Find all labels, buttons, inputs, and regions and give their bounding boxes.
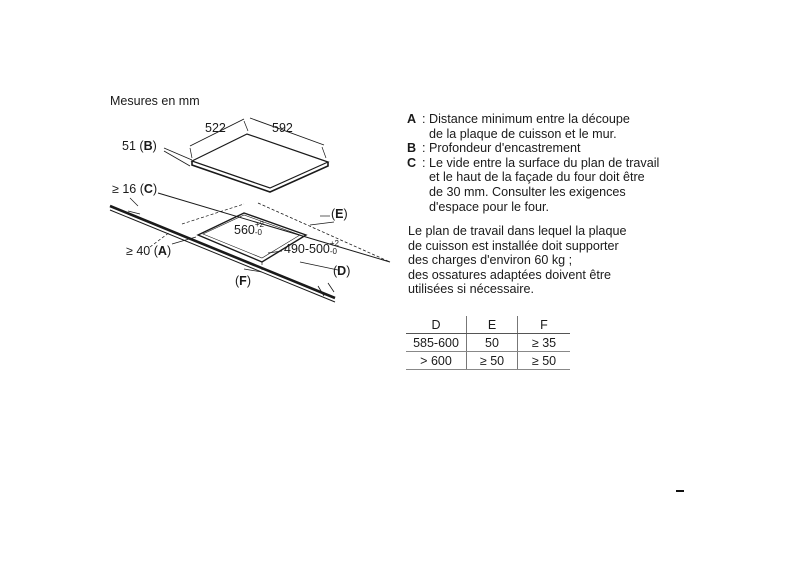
dim-522-label: 522 <box>205 121 226 135</box>
table-cell: > 600 <box>406 352 467 370</box>
legend-item-C: C : Le vide entre la surface du plan de travail et le haut de la façade du four doit être de 30 mm. Consulter les exigences d'espace pour le four. <box>407 156 707 214</box>
dim-40-value: ≥ 40 <box>126 244 151 258</box>
legend-key-A: A <box>407 112 417 126</box>
dim-560-label: 560+2 -0 <box>234 220 264 237</box>
letter-E-marker: E <box>335 207 344 221</box>
units-label: Mesures en mm <box>110 94 200 108</box>
page-marker <box>676 490 684 492</box>
dim-560-value: 560 <box>234 223 255 237</box>
dim-16-label: ≥ 16 (C) <box>112 182 158 196</box>
dim-490-500-value: 490-500 <box>284 242 330 256</box>
legend-key-B: B <box>407 141 417 156</box>
dim-16-value: ≥ 16 <box>112 182 137 196</box>
letter-B-marker: B <box>143 139 153 153</box>
dim-51-value: 51 <box>122 139 136 153</box>
table-cell: ≥ 50 <box>518 352 571 370</box>
dim-592-label: 592 <box>272 121 293 135</box>
letter-D-label: (D) <box>333 264 351 278</box>
table-header-F: F <box>518 316 571 334</box>
legend <box>407 112 707 214</box>
dim-51-label: 51 (B) <box>122 139 157 153</box>
legend-item-A: A : Distance minimum entre la découpe de la plaque de cuisson et le mur. <box>407 112 707 141</box>
legend-key-C: C <box>407 155 417 170</box>
table-header-row <box>406 316 570 334</box>
table-cell: ≥ 35 <box>518 334 571 352</box>
legend-text-A: Distance minimum entre la découpe de la plaque de cuisson et le mur. <box>429 112 630 141</box>
table-cell: 585-600 <box>406 334 467 352</box>
hob-drawing <box>164 118 328 192</box>
table-cell: ≥ 50 <box>467 352 518 370</box>
letter-F-label: (F) <box>235 274 251 288</box>
hob-top-face <box>192 134 328 188</box>
table-row <box>406 334 570 352</box>
letter-C-marker: C <box>143 182 153 196</box>
letter-F-marker: F <box>239 274 247 288</box>
worktop-load-note: Le plan de travail dans lequel la plaque de cuisson est installée doit supporter des charges d'environ 60 kg ; des ossatures adaptées doivent être utilisées si nécessaire. <box>408 224 627 297</box>
dim-40-label: ≥ 40 (A) <box>126 244 172 258</box>
letter-E-label: (E) <box>331 207 348 221</box>
legend-text-C: Le vide entre la surface du plan de travail et le haut de la façade du four doit être de 30 mm. Consulter les exigences d'espace pour le four. <box>429 155 660 214</box>
worktop-back-edge <box>158 193 390 262</box>
legend-text-B: Profondeur d'encastrement <box>429 141 581 156</box>
letter-D-marker: D <box>337 264 347 278</box>
legend-item-B: B : Profondeur d'encastrement <box>407 141 707 156</box>
table-header-E: E <box>467 316 518 334</box>
table-cell: 50 <box>467 334 518 352</box>
table-row <box>406 352 570 370</box>
table-header-D: D <box>406 316 467 334</box>
dimension-table <box>406 316 570 370</box>
letter-A-marker: A <box>157 244 167 258</box>
dim-490-500-label: 490-500+2 -0 <box>284 239 339 256</box>
